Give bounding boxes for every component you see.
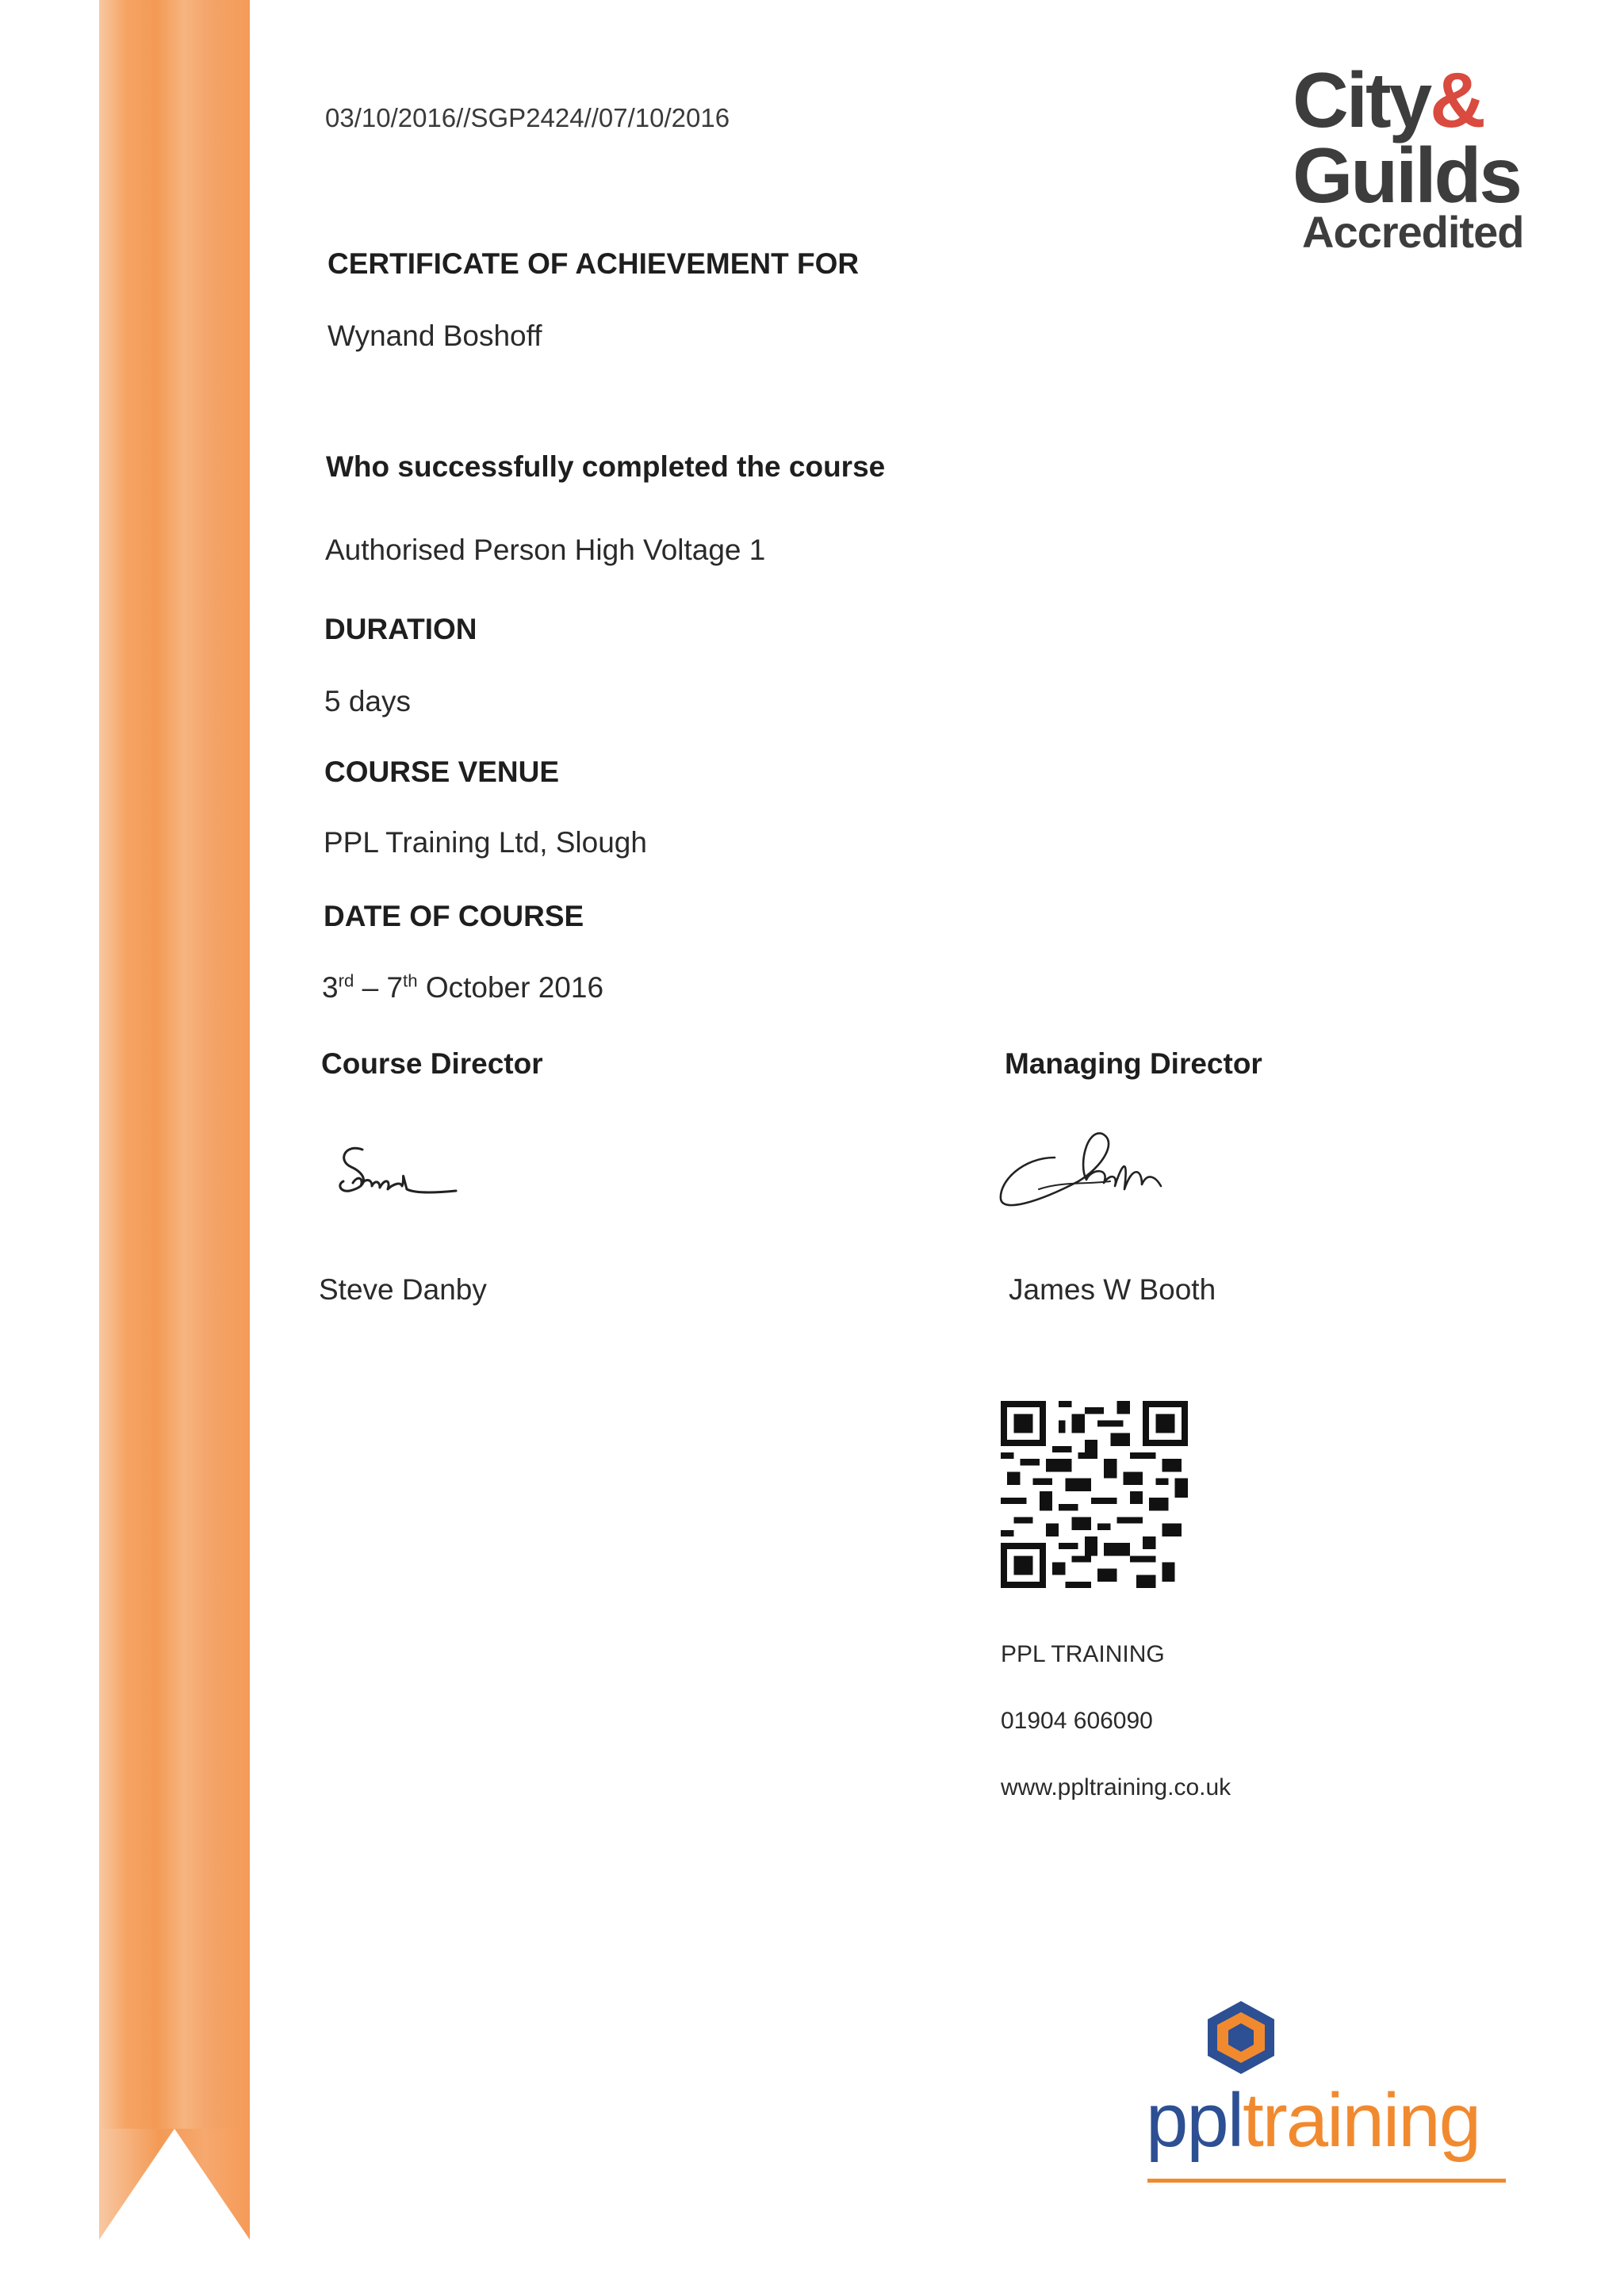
contact-phone: 01904 606090 (1001, 1708, 1153, 1734)
course-name: Authorised Person High Voltage 1 (325, 534, 766, 566)
certificate-reference: 03/10/2016//SGP2424//07/10/2016 (325, 103, 730, 132)
recipient-name: Wynand Boshoff (327, 320, 542, 352)
course-venue-value: PPL Training Ltd, Slough (324, 826, 647, 859)
course-director-label: Course Director (321, 1047, 543, 1080)
managing-director-signature (991, 1118, 1205, 1221)
course-director-signature (329, 1134, 472, 1221)
managing-director-label: Managing Director (1005, 1047, 1262, 1080)
course-director-name: Steve Danby (319, 1273, 487, 1306)
city-guilds-line2: Guilds (1293, 132, 1520, 219)
city-guilds-logo (1293, 55, 1530, 262)
contact-company: PPL TRAINING (1001, 1641, 1165, 1667)
decorative-ribbon (99, 0, 250, 2129)
managing-director-name: James W Booth (1009, 1273, 1216, 1306)
certificate-heading: CERTIFICATE OF ACHIEVEMENT FOR (327, 247, 860, 280)
city-guilds-line3: Accredited (1302, 207, 1524, 257)
duration-value: 5 days (324, 685, 412, 718)
date-of-course-value: 3rd – 7th October 2016 (322, 970, 604, 1004)
date-of-course-label: DATE OF COURSE (324, 900, 584, 932)
ribbon-tail (99, 2129, 250, 2240)
qr-code (1001, 1401, 1188, 1588)
duration-label: DURATION (324, 613, 477, 645)
hexagon-icon (1201, 1998, 1281, 2077)
city-guilds-line1: City& (1293, 56, 1484, 144)
ppl-training-wordmark: ppltraining (1146, 2078, 1480, 2163)
course-venue-label: COURSE VENUE (324, 756, 560, 788)
contact-website[interactable]: www.ppltraining.co.uk (1001, 1774, 1231, 1800)
completed-course-label: Who successfully completed the course (326, 450, 886, 483)
ppl-training-logo (1146, 1998, 1511, 2188)
ppl-underline (1147, 2179, 1506, 2183)
